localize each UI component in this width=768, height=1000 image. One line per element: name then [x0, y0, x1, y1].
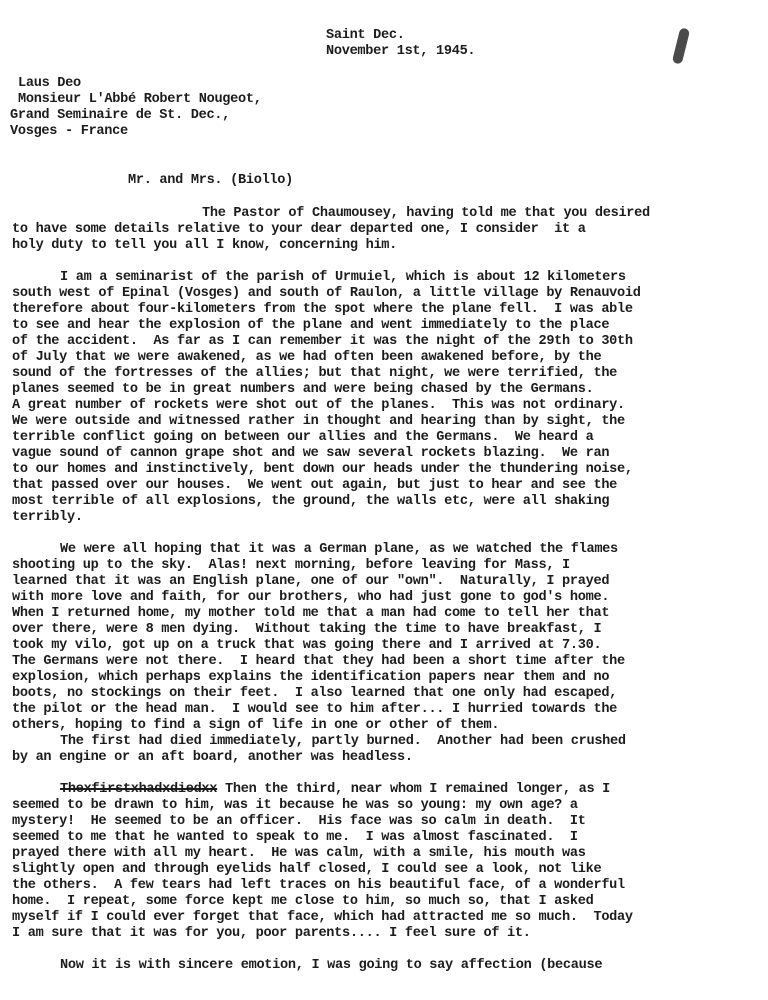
p5-line: mystery! He seemed to be an officer. His face was so calm in death. It	[12, 814, 586, 829]
p2-line: terrible conflict going on between our allies and the Germans. We heard a	[12, 430, 594, 445]
p1-line: holy duty to tell you all I know, concerning him.	[12, 238, 398, 253]
p2-line: sound of the fortresses of the allies; but that night, we were terrified, the	[12, 366, 618, 381]
p5-line: slightly open and through eyelids half closed, I could see a look, not like	[12, 862, 602, 877]
p1-line: The Pastor of Chaumousey, having told me that you desired	[202, 206, 650, 221]
p3-line: The Germans were not there. I heard that they had been a short time after the	[12, 654, 625, 669]
p5-line: the others. A few tears had left traces on his beautiful face, of a wonderful	[12, 878, 625, 893]
p3-line: over there, were 8 men dying. Without taking the time to have breakfast, I	[12, 622, 602, 637]
date-line: November 1st, 1945.	[326, 44, 476, 59]
p3-line: We were all hoping that it was a German plane, as we watched the flames	[60, 542, 618, 557]
p5-line: I am sure that it was for you, poor parents.... I feel sure of it.	[12, 926, 531, 941]
p5-line: home. I repeat, some force kept me close to him, so much so, that I asked	[12, 894, 594, 909]
p2-line: I am a seminarist of the parish of Urmuiel, which is about 12 kilometers	[60, 270, 626, 285]
p2-line: therefore about four-kilometers from the spot where the plane fell. I was able	[12, 302, 633, 317]
struck-text: Thexfirstxhadxdiedxx	[60, 782, 218, 797]
sender-line-3: Grand Seminaire de St. Dec.,	[10, 108, 231, 123]
place-line: Saint Dec.	[326, 28, 405, 43]
p2-line: to our homes and instinctively, bent down our heads under the thundering noise,	[12, 462, 633, 477]
p4-line: The first had died immediately, partly burned. Another had been crushed	[60, 734, 626, 749]
p3-line: others, hoping to find a sign of life in one or other of them.	[12, 718, 500, 733]
p2-line: south west of Epinal (Vosges) and south of Raulon, a little village by Renauvoid	[12, 286, 641, 301]
salutation: Mr. and Mrs. (Biollo)	[128, 173, 294, 188]
p2-line: A great number of rockets were shot out of the planes. This was not ordinary.	[12, 398, 625, 413]
p2-line: that passed over our houses. We went out again, but just to hear and see the	[12, 478, 618, 493]
p2-line: to see and hear the explosion of the plane and went immediately to the place	[12, 318, 610, 333]
p3-line: learned that it was an English plane, one of our "own". Naturally, I prayed	[12, 574, 610, 589]
p2-line: planes seemed to be in great numbers and were being chased by the Germans.	[12, 382, 594, 397]
p4-line: by an engine or an aft board, another was headless.	[12, 750, 413, 765]
p2-line: We were outside and witnessed rather in thought and hearing than by sight, the	[12, 414, 625, 429]
p5-line: Then the third, near whom I remained longer, as I	[217, 782, 611, 797]
sender-line-4: Vosges - France	[10, 124, 128, 139]
p3-line: the pilot or the head man. I would see to him after... I hurried towards the	[12, 702, 618, 717]
p2-line: terribly.	[12, 510, 83, 525]
p3-line: took my vilo, got up on a truck that was going there and I arrived at 7.30.	[12, 638, 602, 653]
ink-mark	[672, 27, 690, 64]
sender-line-2: Monsieur L'Abbé Robert Nougeot,	[18, 92, 262, 107]
sender-line-1: Laus Deo	[18, 76, 81, 91]
p6-line: Now it is with sincere emotion, I was going to say affection (because	[60, 958, 603, 973]
p5-line: myself if I could ever forget that face, which had attracted me so much. Today	[12, 910, 633, 925]
p1-line: to have some details relative to your dear departed one, I consider it a	[12, 222, 586, 237]
p5-first-line	[60, 782, 610, 798]
p5-line: prayed there with all my heart. He was calm, with a smile, his mouth was	[12, 846, 586, 861]
p3-line: shooting up to the sky. Alas! next morning, before leaving for Mass, I	[12, 558, 570, 573]
p5-line: seemed to me that he wanted to speak to me. I was almost fascinated. I	[12, 830, 578, 845]
p3-line: with more love and faith, for our brothers, who had just gone to god's home.	[12, 590, 610, 605]
p2-line: vague sound of cannon grape shot and we saw several rockets blazing. We ran	[12, 446, 610, 461]
p2-line: of July that we were awakened, as we had often been awakened before, by the	[12, 350, 602, 365]
p5-line: seemed to be drawn to him, was it because he was so young: my own age? a	[12, 798, 578, 813]
p3-line: explosion, which perhaps explains the identification papers near them and no	[12, 670, 610, 685]
p3-line: When I returned home, my mother told me that a man had come to tell her that	[12, 606, 610, 621]
p2-line: of the accident. As far as I can remember it was the night of the 29th to 30th	[12, 334, 633, 349]
p2-line: most terrible of all explosions, the ground, the walls etc, were all shaking	[12, 494, 610, 509]
p3-line: boots, no stockings on their feet. I also learned that one only had escaped,	[12, 686, 618, 701]
